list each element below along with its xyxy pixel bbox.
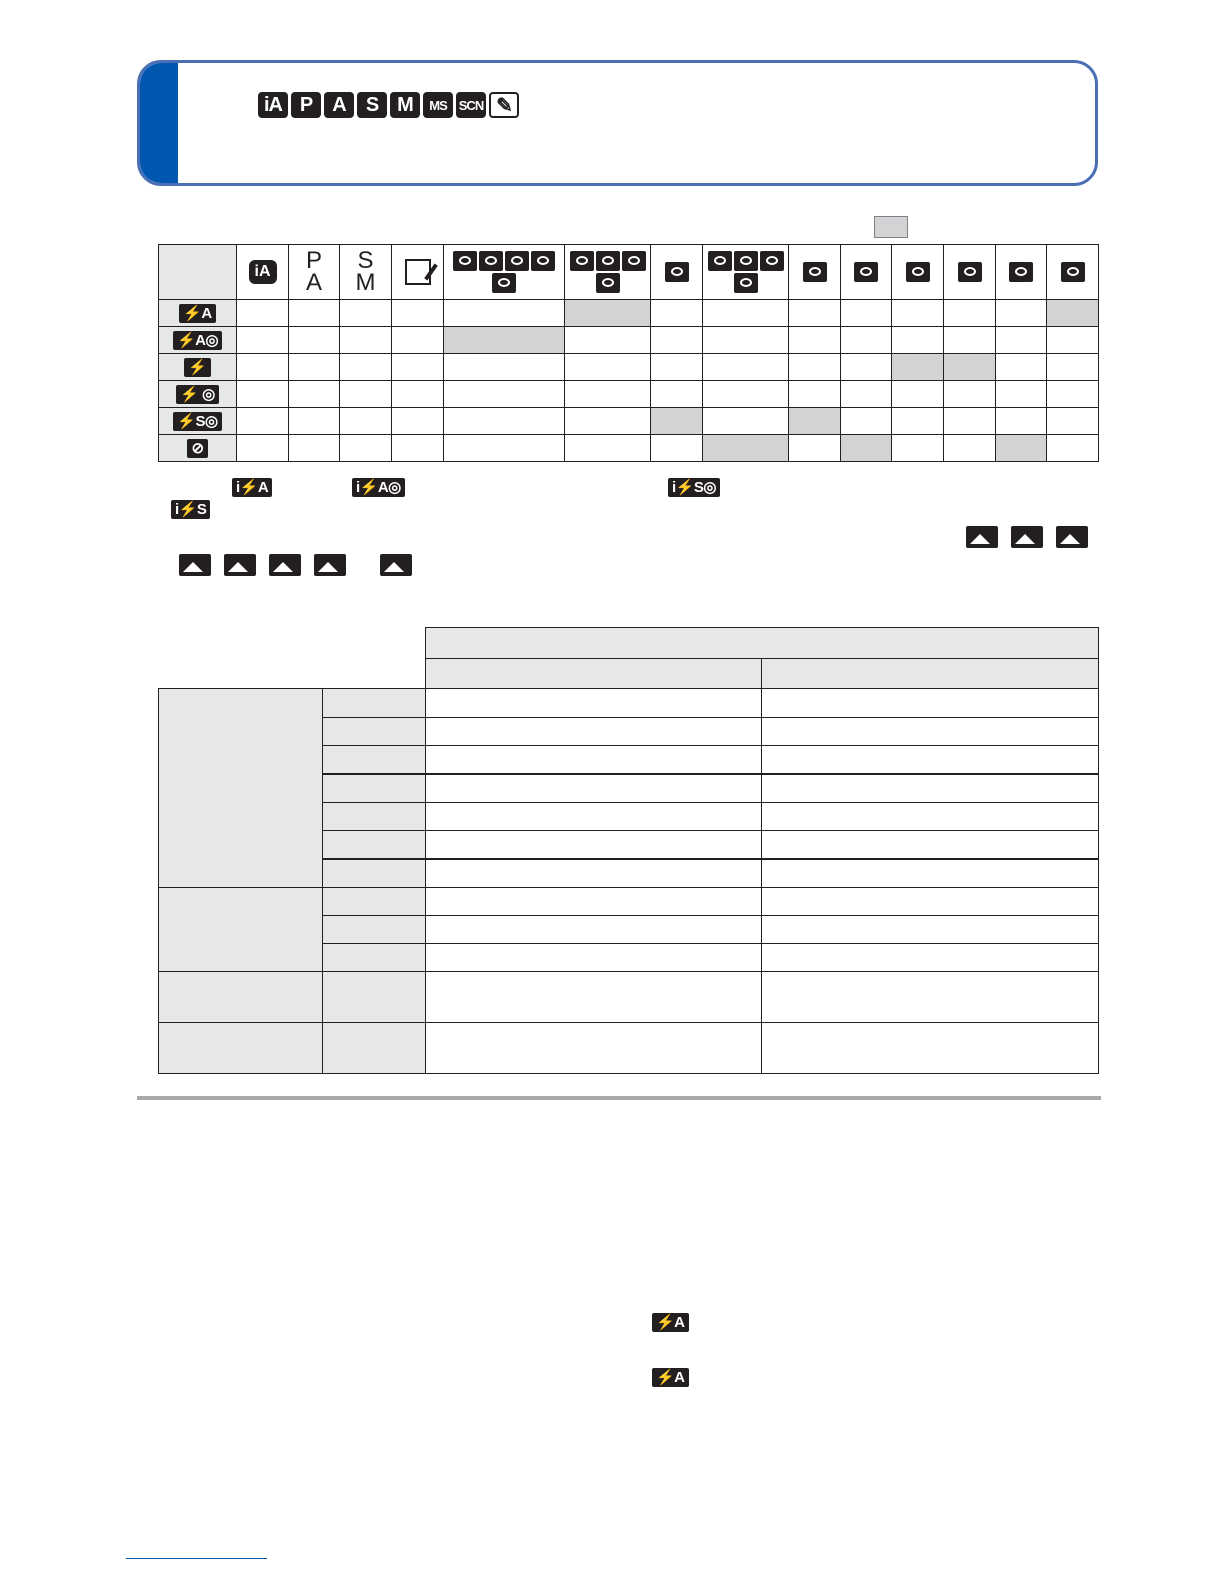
availability-cell — [340, 435, 392, 462]
availability-cell — [944, 435, 996, 462]
high-sensitivity-icon — [854, 262, 878, 282]
sports-icon — [570, 251, 594, 271]
flash-mode-icon: ⚡S◎ — [173, 412, 221, 431]
availability-cell — [789, 435, 841, 462]
auto-flash-tag: ⚡A — [652, 1313, 689, 1332]
availability-cell — [1047, 408, 1099, 435]
night-portrait-icon — [665, 262, 689, 282]
range-group-3 — [159, 972, 323, 1023]
party-icon — [760, 251, 784, 271]
availability-cell — [289, 408, 340, 435]
availability-cell — [841, 327, 892, 354]
availability-cell — [892, 327, 944, 354]
availability-cell — [892, 435, 944, 462]
availability-cell — [944, 354, 996, 381]
availability-cell — [237, 354, 289, 381]
flash-mode-icon: ⚡ — [184, 358, 210, 377]
availability-cell — [651, 408, 703, 435]
range-value-cell — [426, 888, 762, 916]
availability-cell — [237, 300, 289, 327]
range-label-cell — [323, 972, 426, 1023]
availability-cell — [565, 408, 651, 435]
availability-cell — [237, 408, 289, 435]
availability-cell — [703, 408, 789, 435]
availability-cell — [841, 300, 892, 327]
intelligent-auto-icon: iA — [249, 260, 277, 284]
table-corner-cell — [159, 245, 237, 300]
legend-swatch — [874, 216, 908, 238]
range-label-cell — [323, 944, 426, 972]
night-scenery-icon — [1056, 526, 1088, 548]
range-label-cell — [323, 774, 426, 803]
food-icon — [708, 251, 732, 271]
range-label-cell — [323, 718, 426, 746]
intelligent-slow-sync-red-eye-tag: i⚡S◎ — [668, 478, 720, 497]
availability-cell — [841, 354, 892, 381]
self-portrait-icon — [531, 251, 555, 271]
flash-mode-icon: ⚡ ◎ — [176, 385, 218, 404]
hi-speed-burst-icon — [224, 554, 256, 576]
flash-mode-auto — [159, 300, 237, 327]
availability-cell — [703, 381, 789, 408]
section-header-box — [137, 60, 1098, 186]
range-value-cell — [762, 888, 1099, 916]
availability-cell — [892, 354, 944, 381]
column-header — [289, 245, 340, 300]
availability-cell — [789, 354, 841, 381]
flash-mode-forced-on — [159, 354, 237, 381]
range-table-header-row — [159, 628, 1099, 659]
availability-cell — [944, 300, 996, 327]
beach-icon — [958, 262, 982, 282]
range-value-cell — [762, 774, 1099, 803]
flash-mode-auto-red-eye — [159, 327, 237, 354]
table-row — [159, 408, 1099, 435]
availability-cell — [651, 381, 703, 408]
photo-frame-icon — [622, 251, 646, 271]
flash-mode-icon: ⚡A◎ — [173, 331, 222, 350]
manual-mode-icon: M — [390, 92, 420, 118]
shutter-priority-mode-icon: S — [357, 92, 387, 118]
column-header — [1047, 245, 1099, 300]
availability-cell — [340, 381, 392, 408]
availability-cell — [340, 300, 392, 327]
availability-cell — [892, 408, 944, 435]
availability-cell — [237, 435, 289, 462]
availability-cell — [789, 408, 841, 435]
availability-cell — [944, 381, 996, 408]
range-table-blank-cell — [159, 628, 426, 659]
range-value-cell — [426, 916, 762, 944]
table-row — [159, 381, 1099, 408]
flash-mode-forced-on-red-eye — [159, 381, 237, 408]
flash-mode-forced-off — [159, 435, 237, 462]
range-value-cell — [762, 1023, 1099, 1074]
range-table-subheader-wide — [426, 659, 762, 689]
availability-cell — [289, 327, 340, 354]
range-label-cell — [323, 916, 426, 944]
range-value-cell — [762, 803, 1099, 831]
availability-cell — [651, 327, 703, 354]
availability-cell — [996, 354, 1047, 381]
intelligent-slow-sync-tag: i⚡S — [171, 500, 210, 519]
my-color-icon — [405, 259, 431, 285]
availability-cell — [444, 408, 565, 435]
my-color-mode-icon: ✎ — [489, 92, 519, 118]
flash-table-body — [159, 300, 1099, 462]
aperture-priority-mode-icon: A — [324, 92, 354, 118]
range-value-cell — [426, 859, 762, 888]
mode-letter: S — [357, 247, 374, 274]
availability-cell — [237, 381, 289, 408]
column-header — [841, 245, 892, 300]
availability-cell — [565, 354, 651, 381]
range-value-cell — [762, 718, 1099, 746]
intelligent-auto-red-eye-tag: i⚡A◎ — [352, 478, 405, 497]
range-value-cell — [762, 972, 1099, 1023]
mode-letter: A — [305, 269, 322, 296]
pin-hole-icon — [596, 273, 620, 293]
mode-letter: P — [305, 247, 322, 274]
scene-mode-icon: SCN — [456, 92, 486, 118]
availability-cell — [289, 300, 340, 327]
table-row — [159, 300, 1099, 327]
availability-cell — [789, 327, 841, 354]
availability-cell — [996, 300, 1047, 327]
availability-cell — [1047, 300, 1099, 327]
availability-cell — [996, 381, 1047, 408]
availability-cell — [996, 435, 1047, 462]
column-header — [565, 245, 651, 300]
flash-mode-slow-sync-red-eye — [159, 408, 237, 435]
program-mode-icon: P — [291, 92, 321, 118]
availability-cell — [392, 327, 444, 354]
range-label-cell — [323, 888, 426, 916]
range-table-header-cell — [426, 628, 1099, 659]
availability-cell — [392, 435, 444, 462]
range-value-cell — [762, 831, 1099, 859]
baby-icon — [492, 273, 516, 293]
availability-cell — [892, 381, 944, 408]
availability-cell — [651, 354, 703, 381]
fireworks-icon — [269, 554, 301, 576]
range-value-cell — [426, 746, 762, 774]
range-value-cell — [426, 944, 762, 972]
availability-cell — [565, 435, 651, 462]
column-header — [703, 245, 789, 300]
availability-cell — [789, 381, 841, 408]
table-row — [159, 435, 1099, 462]
table-row — [159, 888, 1099, 916]
table-row — [159, 354, 1099, 381]
range-table-subheader-row — [159, 659, 1099, 689]
transform-icon — [505, 251, 529, 271]
range-value-cell — [426, 689, 762, 718]
availability-cell — [444, 327, 565, 354]
range-table-blank-cell — [159, 659, 426, 689]
flash-availability-table — [158, 244, 1099, 462]
soft-skin-icon — [479, 251, 503, 271]
range-value-cell — [426, 1023, 762, 1074]
range-label-cell — [323, 831, 426, 859]
range-group-4 — [159, 1023, 323, 1074]
availability-cell — [444, 354, 565, 381]
intelligent-auto-flash-tag: i⚡A — [232, 478, 272, 497]
availability-cell — [565, 300, 651, 327]
column-header — [340, 245, 392, 300]
flash-burst-icon — [906, 262, 930, 282]
pet-icon — [734, 251, 758, 271]
sand-icon — [314, 554, 346, 576]
range-label-cell — [323, 1023, 426, 1074]
range-label-cell — [323, 803, 426, 831]
availability-cell — [289, 381, 340, 408]
availability-cell — [944, 327, 996, 354]
availability-cell — [340, 354, 392, 381]
starry-sky-icon — [179, 554, 211, 576]
underwater-icon — [1061, 262, 1085, 282]
table-row — [159, 972, 1099, 1023]
intelligent-auto-mode-icon: iA — [258, 92, 288, 118]
range-value-cell — [426, 803, 762, 831]
range-table-subheader-tele — [762, 659, 1099, 689]
mode-icon-row — [258, 92, 519, 118]
availability-cell — [789, 300, 841, 327]
column-header — [789, 245, 841, 300]
column-header — [651, 245, 703, 300]
range-value-cell — [426, 972, 762, 1023]
availability-cell — [444, 435, 565, 462]
snow-icon — [596, 251, 620, 271]
availability-cell — [565, 327, 651, 354]
availability-cell — [944, 408, 996, 435]
availability-cell — [703, 354, 789, 381]
availability-cell — [996, 327, 1047, 354]
range-label-cell — [323, 859, 426, 888]
aerial-photo-icon — [1009, 262, 1033, 282]
candle-light-icon — [803, 262, 827, 282]
flash-mode-icon: ⊘ — [187, 439, 207, 458]
range-label-cell — [323, 689, 426, 718]
auto-flash-tag: ⚡A — [652, 1368, 689, 1387]
availability-cell — [892, 300, 944, 327]
availability-cell — [1047, 327, 1099, 354]
column-header — [996, 245, 1047, 300]
range-value-cell — [762, 746, 1099, 774]
column-header — [392, 245, 444, 300]
availability-cell — [703, 300, 789, 327]
flash-range-table — [158, 627, 1099, 1074]
flash-mode-icon: ⚡A — [179, 304, 216, 323]
mode-letter: M — [355, 269, 376, 296]
availability-cell — [651, 435, 703, 462]
section-divider — [137, 1096, 1101, 1100]
availability-cell — [651, 300, 703, 327]
availability-cell — [237, 327, 289, 354]
availability-cell — [1047, 381, 1099, 408]
availability-cell — [703, 435, 789, 462]
sunset-icon — [734, 273, 758, 293]
column-header — [944, 245, 996, 300]
availability-cell — [392, 408, 444, 435]
availability-cell — [996, 408, 1047, 435]
column-header — [444, 245, 565, 300]
table-row — [159, 1023, 1099, 1074]
availability-cell — [703, 327, 789, 354]
availability-cell — [841, 408, 892, 435]
table-row — [159, 327, 1099, 354]
availability-cell — [289, 435, 340, 462]
portrait-icon — [453, 251, 477, 271]
range-group-1 — [159, 689, 323, 888]
availability-cell — [1047, 354, 1099, 381]
table-row — [159, 689, 1099, 718]
availability-cell — [392, 354, 444, 381]
range-value-cell — [426, 831, 762, 859]
flash-table-header-row — [159, 245, 1099, 300]
range-value-cell — [762, 859, 1099, 888]
availability-cell — [565, 381, 651, 408]
availability-cell — [340, 327, 392, 354]
range-value-cell — [762, 916, 1099, 944]
availability-cell — [340, 408, 392, 435]
availability-cell — [392, 300, 444, 327]
range-value-cell — [426, 774, 762, 803]
time-lapse-icon — [380, 554, 412, 576]
column-header — [892, 245, 944, 300]
footer-link-underline — [126, 1558, 267, 1559]
range-value-cell — [762, 944, 1099, 972]
panorama-icon — [1011, 526, 1043, 548]
availability-cell — [444, 381, 565, 408]
column-header — [237, 245, 289, 300]
availability-cell — [289, 354, 340, 381]
my-scene-mode-icon: MS — [423, 92, 453, 118]
availability-cell — [1047, 435, 1099, 462]
range-value-cell — [426, 718, 762, 746]
section-header-accent-bar — [140, 63, 178, 183]
availability-cell — [392, 381, 444, 408]
availability-cell — [841, 435, 892, 462]
range-value-cell — [762, 689, 1099, 718]
scenery-icon — [966, 526, 998, 548]
availability-cell — [444, 300, 565, 327]
availability-cell — [841, 381, 892, 408]
range-label-cell — [323, 746, 426, 774]
range-group-2 — [159, 888, 323, 972]
